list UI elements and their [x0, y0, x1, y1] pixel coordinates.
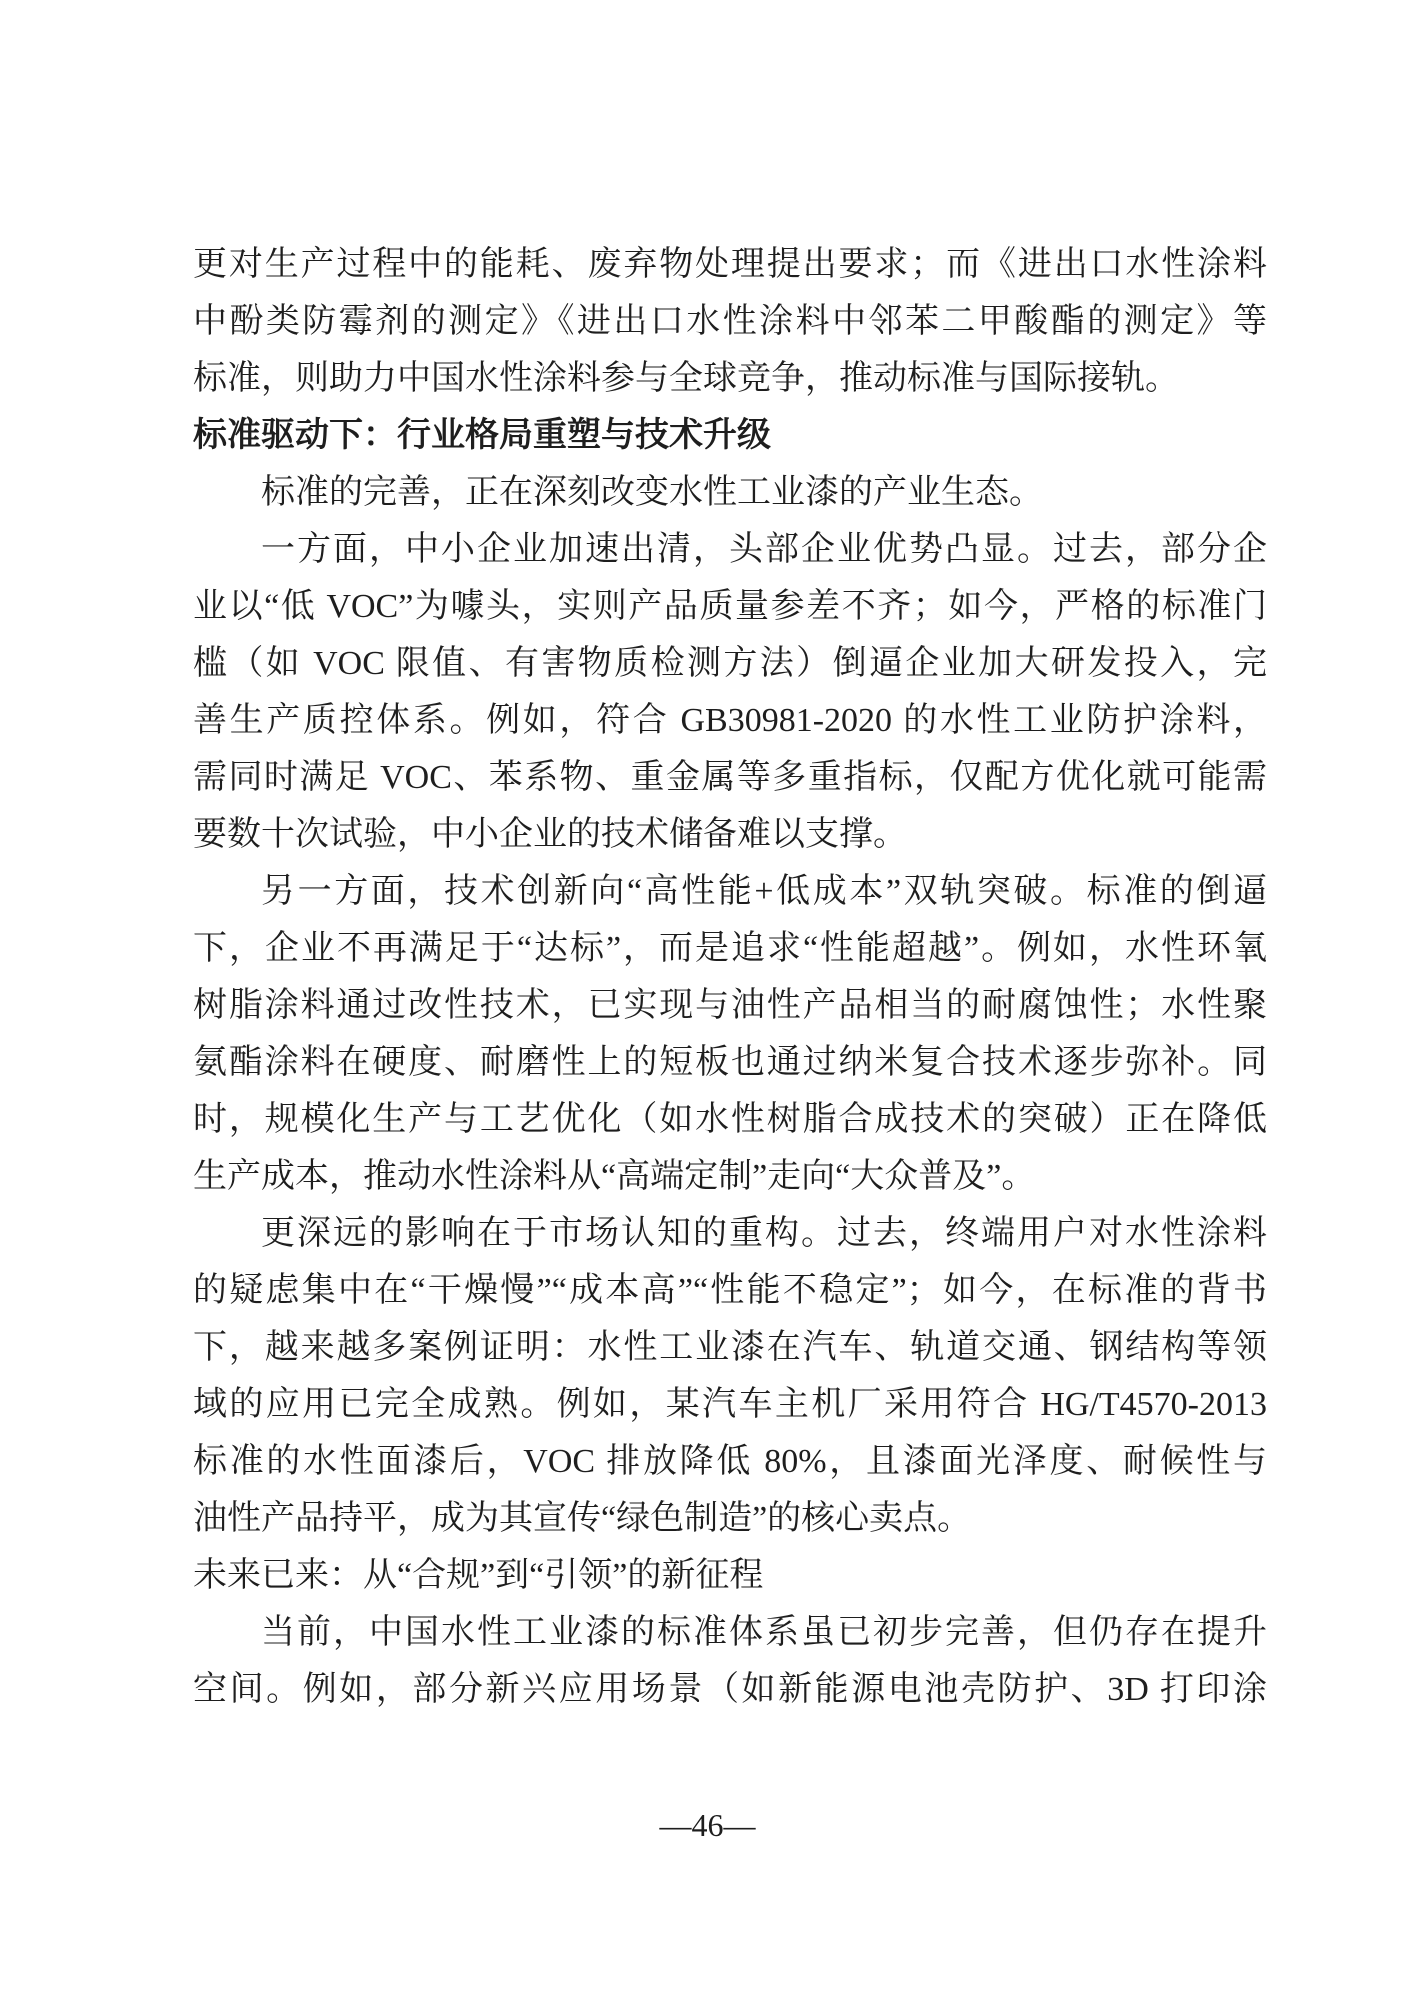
text-line: 树脂涂料通过改性技术，已实现与油性产品相当的耐腐蚀性；水性聚 — [193, 987, 1267, 1024]
text-line: 生产成本，推动水性涂料从“高端定制”走向“大众普及”。 — [193, 1158, 1036, 1195]
text-line: 时，规模化生产与工艺优化（如水性树脂合成技术的突破）正在降低 — [193, 1101, 1267, 1138]
page-number: —46— — [659, 1807, 756, 1843]
text-line: 善生产质控体系。例如，符合 GB30981-2020 的水性工业防护涂料， — [193, 702, 1267, 739]
text-line: 标准，则助力中国水性涂料参与全球竞争，推动标准与国际接轨。 — [193, 360, 1179, 397]
text-line: 中酚类防霉剂的测定》《进出口水性涂料中邻苯二甲酸酯的测定》等 — [193, 303, 1267, 340]
text-line: 另一方面，技术创新向“高性能+低成本”双轨突破。标准的倒逼 — [261, 873, 1267, 910]
text-line: 槛（如 VOC 限值、有害物质检测方法）倒逼企业加大研发投入，完 — [193, 645, 1267, 682]
section-heading-standards-driven: 标准驱动下：行业格局重塑与技术升级 — [193, 417, 771, 454]
text-line: 标准的水性面漆后，VOC 排放降低 80%，且漆面光泽度、耐候性与 — [193, 1443, 1267, 1480]
text-line: 当前，中国水性工业漆的标准体系虽已初步完善，但仍存在提升 — [261, 1614, 1267, 1651]
text-line: 需同时满足 VOC、苯系物、重金属等多重指标，仅配方优化就可能需 — [193, 759, 1267, 796]
document-text-block — [193, 236, 1267, 1718]
text-line: 下，企业不再满足于“达标”，而是追求“性能超越”。例如，水性环氧 — [193, 930, 1267, 967]
text-line: 标准的完善，正在深刻改变水性工业漆的产业生态。 — [261, 474, 1043, 511]
text-line: 更深远的影响在于市场认知的重构。过去，终端用户对水性涂料 — [261, 1215, 1267, 1252]
text-line: 下，越来越多案例证明：水性工业漆在汽车、轨道交通、钢结构等领 — [193, 1329, 1267, 1366]
text-line: 油性产品持平，成为其宣传“绿色制造”的核心卖点。 — [193, 1500, 972, 1537]
text-line: 氨酯涂料在硬度、耐磨性上的短板也通过纳米复合技术逐步弥补。同 — [193, 1044, 1267, 1081]
section-heading-future: 未来已来：从“合规”到“引领”的新征程 — [193, 1557, 764, 1594]
text-line: 域的应用已完全成熟。例如，某汽车主机厂采用符合 HG/T4570-2013 — [193, 1386, 1267, 1423]
text-line: 空间。例如，部分新兴应用场景（如新能源电池壳防护、3D 打印涂 — [193, 1671, 1267, 1708]
text-line: 的疑虑集中在“干燥慢”“成本高”“性能不稳定”；如今，在标准的背书 — [193, 1272, 1267, 1309]
text-line: 业以“低 VOC”为噱头，实则产品质量参差不齐；如今，严格的标准门 — [193, 588, 1267, 625]
text-line: 一方面，中小企业加速出清，头部企业优势凸显。过去，部分企 — [261, 531, 1267, 568]
text-line: 要数十次试验，中小企业的技术储备难以支撑。 — [193, 816, 907, 853]
text-line: 更对生产过程中的能耗、废弃物处理提出要求；而《进出口水性涂料 — [193, 246, 1267, 283]
